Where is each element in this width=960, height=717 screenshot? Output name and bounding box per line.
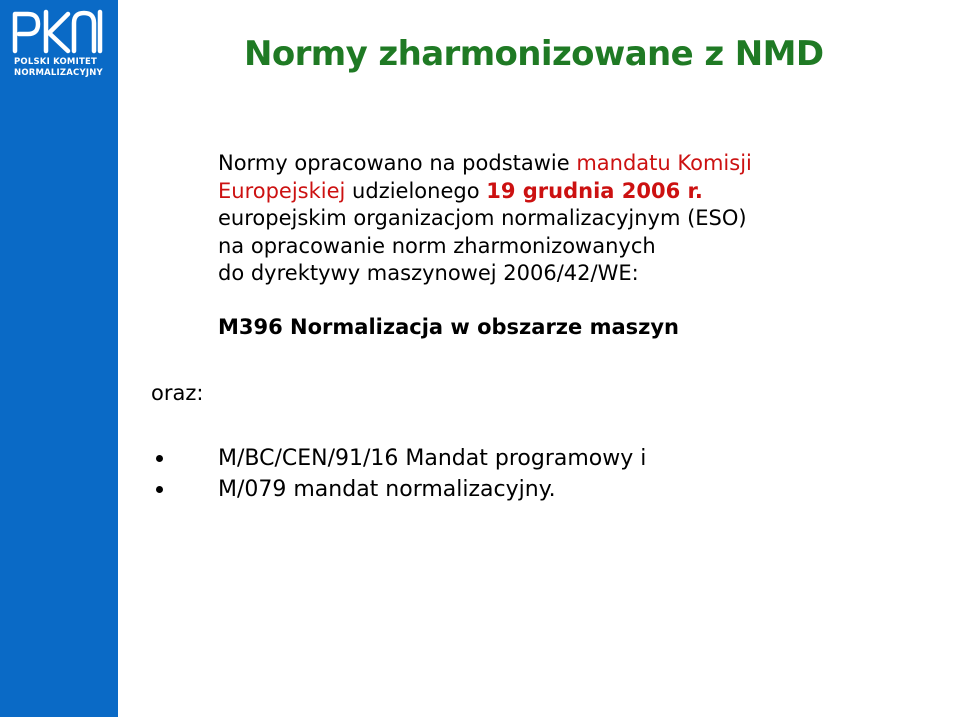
intro-text: udzielonego <box>345 178 487 203</box>
date-highlight: 19 grudnia 2006 r. <box>486 178 703 203</box>
intro-text: Normy opracowano na podstawie <box>218 151 577 175</box>
pkn-logo <box>10 8 110 78</box>
intro-line-2 <box>218 178 918 206</box>
oraz-label: oraz: <box>151 381 204 405</box>
bullet-icon <box>156 486 163 493</box>
intro-line-5: do dyrektywy maszynowej 2006/42/WE: <box>218 261 639 285</box>
sidebar-band <box>0 0 118 717</box>
intro-line-4: na opracowanie norm zharmonizowanych <box>218 233 656 258</box>
mandate-list <box>150 443 646 505</box>
highlight-text: mandatu Komisji <box>576 151 752 175</box>
slide-title: Normy zharmonizowane z NMD <box>244 34 824 74</box>
logo-text-line2: NORMALIZACYJNY <box>14 68 103 78</box>
intro-paragraph <box>218 150 918 288</box>
pkn-logo-mark <box>10 8 110 54</box>
list-item-text: M/BC/CEN/91/16 Mandat programowy i <box>218 446 647 471</box>
bullet-icon <box>156 455 163 462</box>
intro-line-1 <box>218 150 918 178</box>
intro-line-3: europejskim organizacjom normalizacyjnym (ESO) <box>218 206 747 230</box>
logo-text-line1: POLSKI KOMITET <box>14 57 97 67</box>
mandate-heading: M396 Normalizacja w obszarze maszyn <box>218 315 679 339</box>
list-item-text: M/079 mandat normalizacyjny. <box>218 477 556 502</box>
highlight-text: Europejskiej <box>218 178 346 203</box>
list-item <box>150 474 646 505</box>
list-item <box>150 443 646 474</box>
